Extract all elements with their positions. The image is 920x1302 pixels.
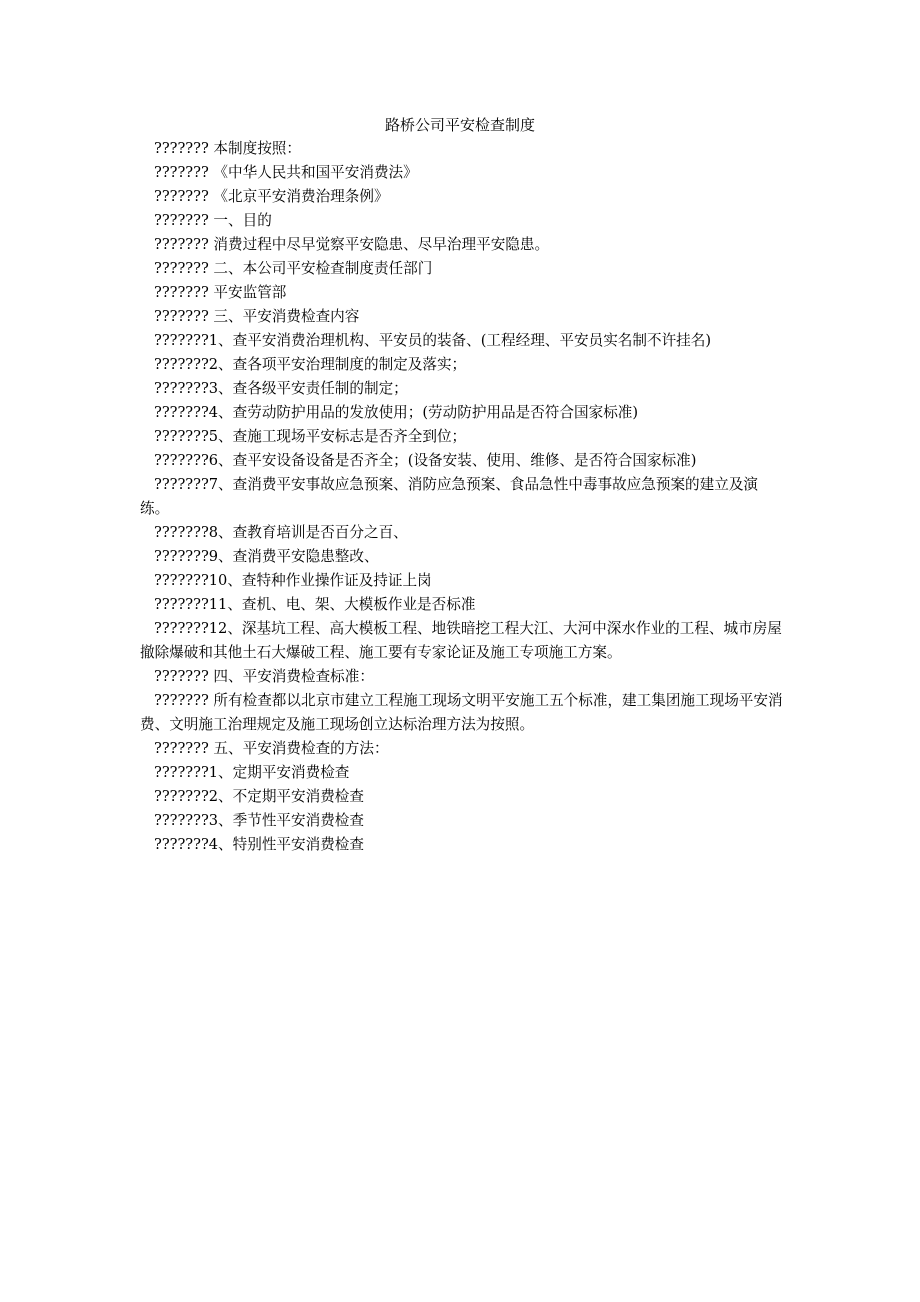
document-title: 路桥公司平安检查制度 [384, 116, 535, 134]
list-item: ???????9、查消费平安隐患整改、 [154, 548, 379, 565]
list-item: ???????7、查消费平安事故应急预案、消防应急预案、食品急性中毒事故应急预案的建立及演练。 [140, 476, 759, 517]
list-item: ???????3、查各级平安责任制的制定； [154, 380, 408, 397]
list-item: ???????1、定期平安消费检查 [154, 764, 350, 781]
list-item: ???????4、特别性平安消费检查 [154, 836, 364, 853]
list-item: ???????2、查各项平安治理制度的制定及落实； [154, 356, 467, 373]
section-heading: ??????? 四、平安消费检查标准： [154, 668, 374, 685]
section-heading: ??????? 三、平安消费检查内容 [154, 308, 360, 325]
section-heading: ??????? 二、本公司平安检查制度责任部门 [154, 260, 433, 277]
list-item: ???????12、深基坑工程、高大模板工程、地铁暗挖工程大江、大河中深水作业的工程、城市房屋撤除爆破和其他土石大爆破工程、施工要有专家论证及施工专项施工方案。 [140, 620, 782, 661]
paragraph: ??????? 本制度按照： [154, 140, 301, 157]
list-item: ???????11、查机、电、架、大模板作业是否标准 [154, 596, 476, 613]
list-item: ???????4、查劳动防护用品的发放使用；(劳动防护用品是否符合国家标准) [154, 404, 639, 421]
list-item: ???????6、查平安设备设备是否齐全；(设备安装、使用、维修、是否符合国家标准) [154, 452, 697, 469]
list-item: ???????2、不定期平安消费检查 [154, 788, 364, 805]
list-item: ???????10、查特种作业操作证及持证上岗 [154, 572, 432, 589]
paragraph: ??????? 消费过程中尽早觉察平安隐患、尽早治理平安隐患。 [154, 236, 550, 253]
list-item: ???????1、查平安消费治理机构、平安员的装备、(工程经理、平安员实名制不许挂名) [154, 332, 712, 349]
list-item: ???????8、查教育培训是否百分之百、 [154, 524, 408, 541]
document-body [140, 137, 784, 857]
paragraph: ??????? 《北京平安消费治理条例》 [154, 188, 389, 205]
paragraph: ??????? 《中华人民共和国平安消费法》 [154, 164, 418, 181]
paragraph: ??????? 所有检查都以北京市建立工程施工现场文明平安施工五个标准，建工集团施工现场平安消费、文明施工治理规定及施工现场创立达标治理方法为按照。 [140, 692, 783, 733]
section-heading: ??????? 五、平安消费检查的方法： [154, 740, 389, 757]
paragraph: ??????? 平安监管部 [154, 284, 287, 301]
list-item: ???????5、查施工现场平安标志是否齐全到位； [154, 428, 467, 445]
list-item: ???????3、季节性平安消费检查 [154, 812, 364, 829]
section-heading: ??????? 一、目的 [154, 212, 272, 229]
